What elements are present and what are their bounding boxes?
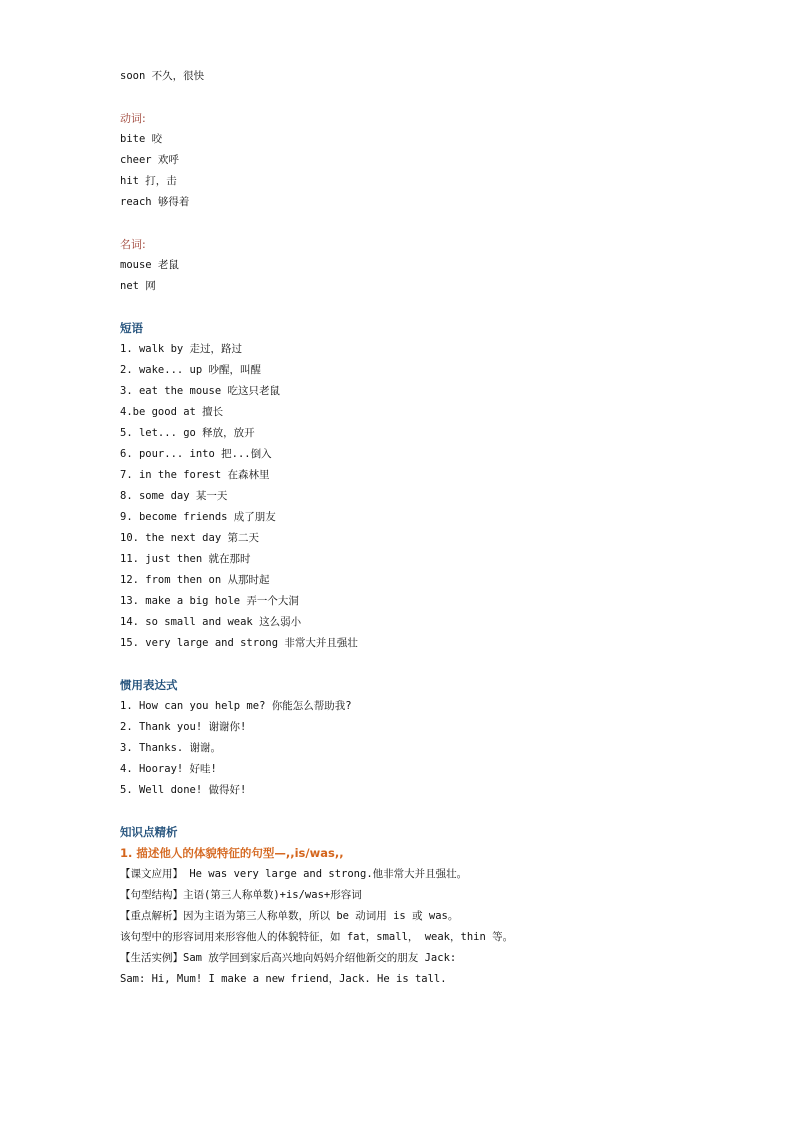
point1-line: 【生活实例】Sam 放学回到家后高兴地向妈妈介绍他新交的朋友 Jack: [120, 952, 457, 964]
phrase-item: 15. very large and strong 非常大并且强壮 [120, 637, 358, 649]
vocab-verb: cheer 欢呼 [120, 154, 179, 166]
point1-heading: 1. 描述他人的体貌特征的句型—,,is/was,, [120, 846, 344, 860]
phrase-item: 7. in the forest 在森林里 [120, 469, 270, 481]
phrase-item: 4.be good at 擅长 [120, 406, 224, 418]
point1-line: 【重点解析】因为主语为第三人称单数，所以 be 动词用 is 或 was。 [120, 910, 459, 922]
vocab-noun: mouse 老鼠 [120, 259, 179, 271]
expression-item: 3. Thanks. 谢谢。 [120, 742, 222, 754]
phrase-item: 6. pour... into 把...倒入 [120, 448, 272, 460]
expression-item: 1. How can you help me? 你能怎么帮助我? [120, 700, 352, 712]
expressions-heading: 惯用表达式 [120, 678, 178, 692]
expression-item: 4. Hooray! 好哇! [120, 763, 217, 775]
phrase-item: 12. from then on 从那时起 [120, 574, 270, 586]
vocab-adverb-soon: soon 不久，很快 [120, 70, 205, 82]
phrase-item: 10. the next day 第二天 [120, 532, 259, 544]
phrase-item: 13. make a big hole 弄一个大洞 [120, 595, 299, 607]
document-page [120, 66, 720, 990]
point1-line: 【课文应用】 He was very large and strong.他非常大并且强壮。 [120, 868, 468, 880]
vocab-verb: reach 够得着 [120, 196, 190, 208]
verbs-label: 动词: [120, 112, 146, 125]
expression-item: 5. Well done! 做得好! [120, 784, 247, 796]
phrase-item: 9. become friends 成了朋友 [120, 511, 276, 523]
phrase-item: 2. wake... up 吵醒，叫醒 [120, 364, 262, 376]
phrase-item: 14. so small and weak 这么弱小 [120, 616, 302, 628]
phrase-item: 3. eat the mouse 吃这只老鼠 [120, 385, 280, 397]
phrase-item: 5. let... go 释放，放开 [120, 427, 255, 439]
point1-line: 该句型中的形容词用来形容他人的体貌特征，如 fat，small， weak，thin 等。 [120, 931, 514, 943]
nouns-label: 名词: [120, 238, 146, 251]
expression-item: 2. Thank you! 谢谢你! [120, 721, 247, 733]
point1-line: Sam: Hi, Mum! I make a new friend，Jack. He is tall. [120, 973, 447, 985]
vocab-verb: bite 咬 [120, 133, 163, 145]
phrases-heading: 短语 [120, 321, 143, 335]
phrase-item: 8. some day 某一天 [120, 490, 228, 502]
phrase-item: 1. walk by 走过，路过 [120, 343, 243, 355]
phrase-item: 11. just then 就在那时 [120, 553, 251, 565]
vocab-noun: net 网 [120, 280, 156, 292]
point1-line: 【句型结构】主语(第三人称单数)+is/was+形容词 [120, 889, 362, 901]
vocab-verb: hit 打，击 [120, 175, 177, 187]
knowledge-heading: 知识点精析 [120, 825, 178, 839]
